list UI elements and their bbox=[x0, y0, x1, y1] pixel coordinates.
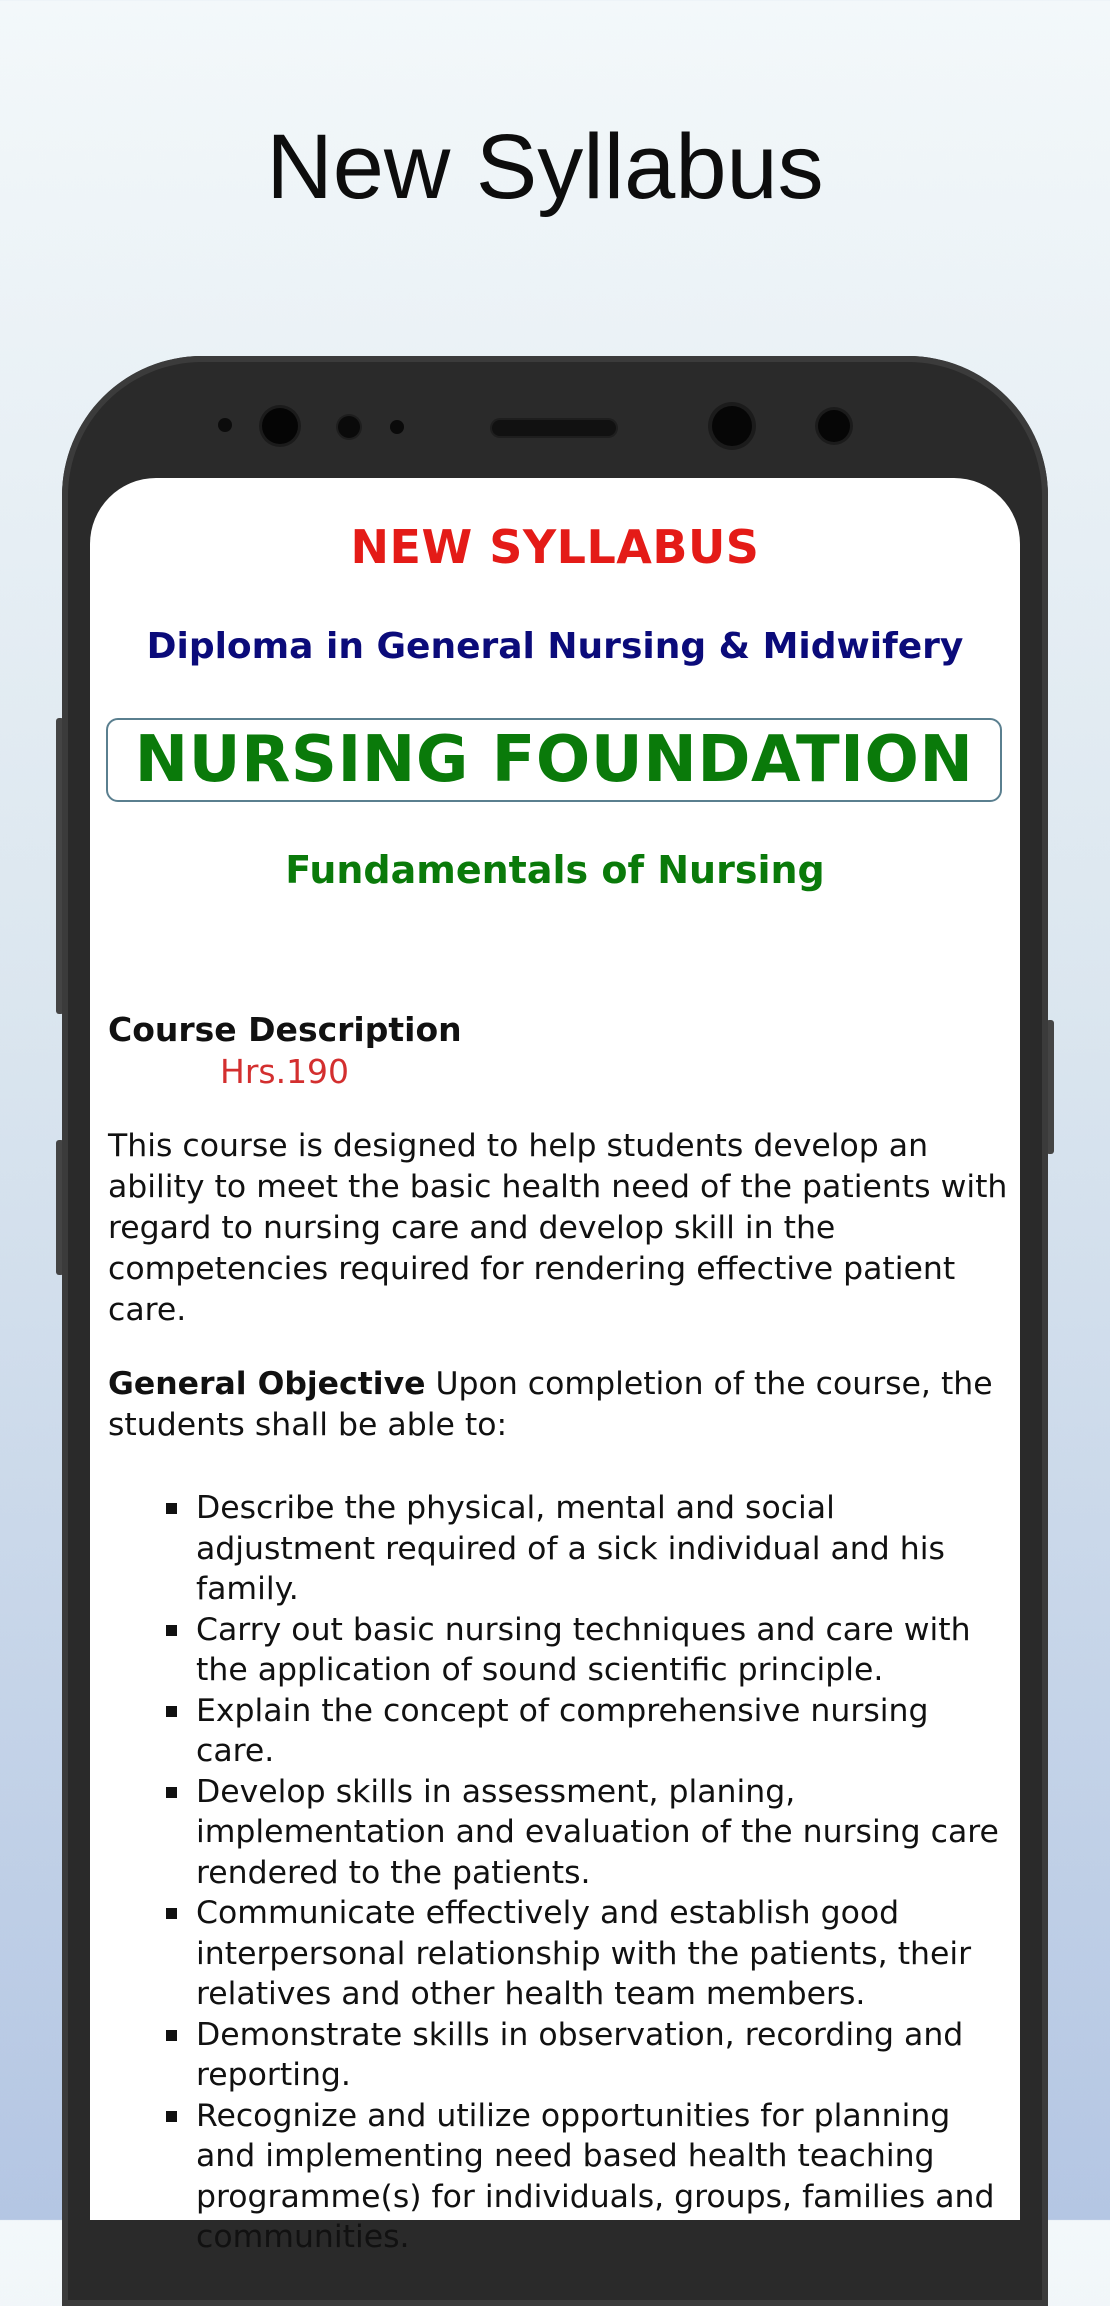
list-item: Describe the physical, mental and social adjustment required of a sick individual and his family. bbox=[108, 1488, 1008, 1610]
objectives-list bbox=[108, 1488, 1008, 2258]
list-item: Carry out basic nursing techniques and care with the application of sound scientific principle. bbox=[108, 1610, 1008, 1691]
list-item: Explain the concept of comprehensive nursing care. bbox=[108, 1691, 1008, 1772]
course-description-text: This course is designed to help students develop an ability to meet the basic health need of the patients with regard to nursing care and develop skill in the competencies required for rendering effective patient care. bbox=[108, 1128, 1008, 1328]
sensor-icon bbox=[218, 418, 232, 432]
secondary-camera-icon bbox=[818, 410, 850, 442]
phone-top-bezel bbox=[62, 356, 1048, 476]
course-description-label: Course Description bbox=[108, 1010, 462, 1049]
list-item: Demonstrate skills in observation, recording and reporting. bbox=[108, 2015, 1008, 2096]
general-objective-intro: Upon completion of the course, the students shall be able to: bbox=[108, 1366, 993, 1443]
list-item: Recognize and utilize opportunities for planning and implementing need based health teaching programme(s) for individuals, groups, families and communities. bbox=[108, 2096, 1008, 2258]
light-sensor-icon bbox=[390, 420, 404, 434]
general-objective bbox=[108, 1364, 1008, 1446]
syllabus-heading: NEW SYLLABUS bbox=[350, 520, 760, 574]
course-title-box bbox=[106, 718, 1002, 802]
course-subtitle: Fundamentals of Nursing bbox=[285, 848, 825, 892]
earpiece-speaker bbox=[492, 420, 616, 436]
phone-screen bbox=[90, 478, 1020, 2255]
proximity-sensor-icon bbox=[338, 416, 360, 438]
list-item: Develop skills in assessment, planing, implementation and evaluation of the nursing care rendered to the patients. bbox=[108, 1772, 1008, 1894]
course-hours: Hrs.190 bbox=[220, 1052, 350, 1091]
general-objective-label: General Objective bbox=[108, 1366, 426, 1402]
diploma-subheading: Diploma in General Nursing & Midwifery bbox=[146, 626, 964, 667]
list-item: Communicate effectively and establish good interpersonal relationship with the patients, their relatives and other health team members. bbox=[108, 1893, 1008, 2015]
iris-camera-icon bbox=[712, 406, 752, 446]
front-camera-icon bbox=[262, 408, 298, 444]
promo-title: New Syllabus bbox=[266, 116, 824, 218]
course-title: NURSING FOUNDATION bbox=[134, 723, 974, 797]
